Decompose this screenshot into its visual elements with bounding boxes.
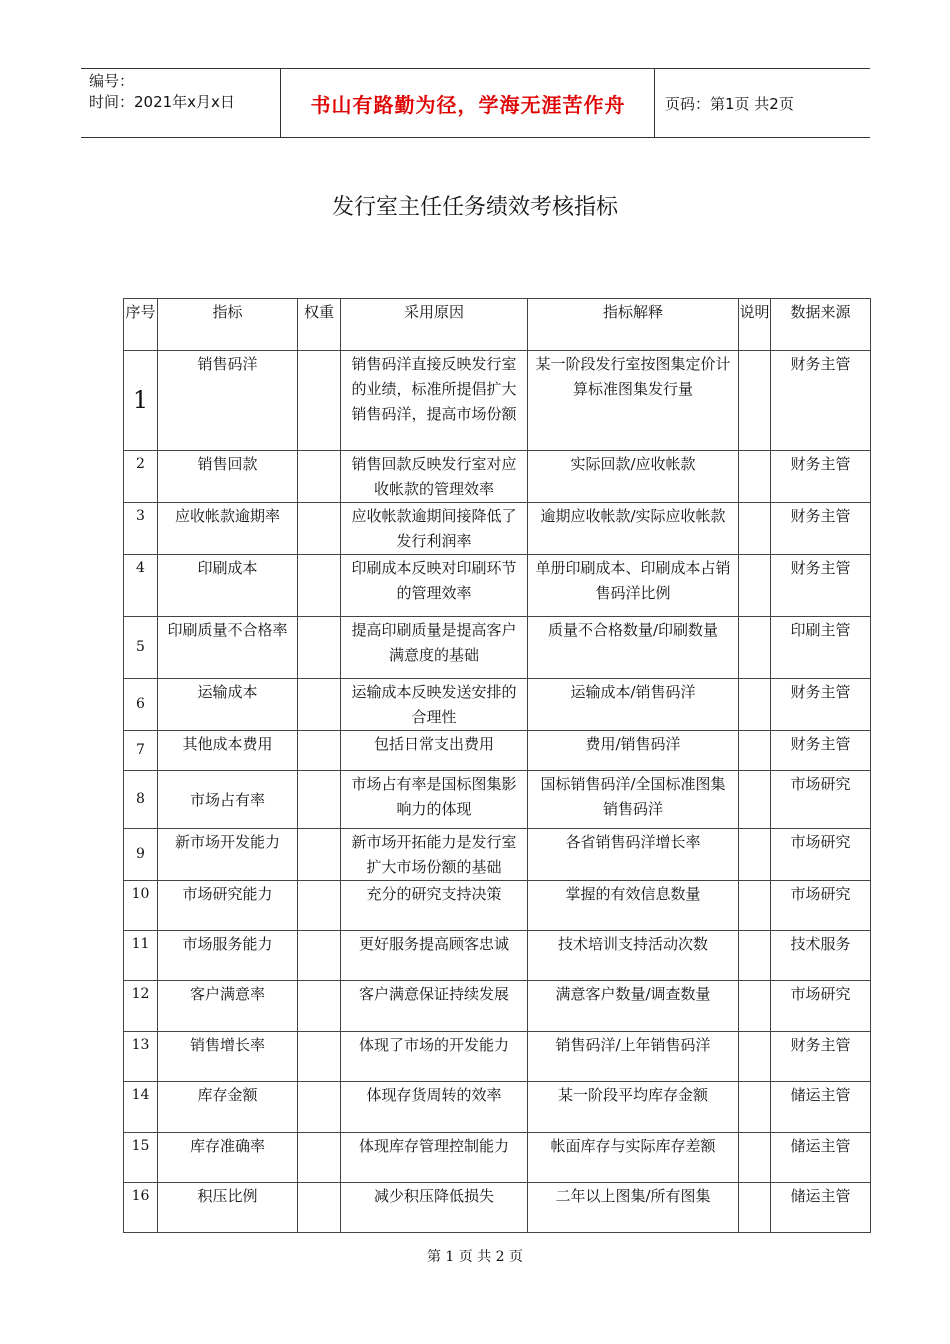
cell-source: 财务主管 bbox=[771, 1032, 871, 1082]
page-footer: 第 1 页 共 2 页 bbox=[426, 1249, 524, 1265]
column-header: 数据来源 bbox=[771, 299, 871, 351]
cell-explain: 逾期应收帐款/实际应收帐款 bbox=[528, 503, 739, 555]
cell-reason: 印刷成本反映对印刷环节的管理效率 bbox=[341, 555, 528, 617]
cell-note bbox=[739, 1032, 771, 1082]
cell-weight bbox=[298, 931, 341, 981]
table-row bbox=[124, 351, 871, 451]
cell-source: 储运主管 bbox=[771, 1133, 871, 1183]
cell-explain: 质量不合格数量/印刷数量 bbox=[528, 617, 739, 679]
cell-weight bbox=[298, 1032, 341, 1082]
cell-no: 8 bbox=[124, 771, 158, 829]
cell-source: 市场研究 bbox=[771, 881, 871, 931]
table-header-row bbox=[124, 299, 871, 351]
cell-weight bbox=[298, 731, 341, 771]
cell-source: 财务主管 bbox=[771, 451, 871, 503]
header-meta bbox=[81, 69, 281, 137]
table-row bbox=[124, 1082, 871, 1133]
cell-explain: 各省销售码洋增长率 bbox=[528, 829, 739, 881]
cell-explain: 某一阶段平均库存金额 bbox=[528, 1082, 739, 1133]
cell-no: 5 bbox=[124, 617, 158, 679]
cell-note bbox=[739, 679, 771, 731]
cell-reason: 应收帐款逾期间接降低了发行利润率 bbox=[341, 503, 528, 555]
cell-weight bbox=[298, 1082, 341, 1133]
cell-note bbox=[739, 981, 771, 1032]
cell-explain: 费用/销售码洋 bbox=[528, 731, 739, 771]
table-row bbox=[124, 617, 871, 679]
cell-explain: 运输成本/销售码洋 bbox=[528, 679, 739, 731]
cell-no: 9 bbox=[124, 829, 158, 881]
document-title: 发行室主任任务绩效考核指标 bbox=[331, 195, 618, 220]
column-header: 权重 bbox=[298, 299, 341, 351]
cell-weight bbox=[298, 451, 341, 503]
number-label: 编号： bbox=[89, 72, 135, 90]
cell-explain: 满意客户数量/调查数量 bbox=[528, 981, 739, 1032]
cell-note bbox=[739, 1133, 771, 1183]
cell-no: 4 bbox=[124, 555, 158, 617]
cell-reason: 提高印刷质量是提高客户满意度的基础 bbox=[341, 617, 528, 679]
table-row bbox=[124, 451, 871, 503]
cell-source: 财务主管 bbox=[771, 731, 871, 771]
cell-explain: 帐面库存与实际库存差额 bbox=[528, 1133, 739, 1183]
cell-note bbox=[739, 555, 771, 617]
cell-explain: 销售码洋/上年销售码洋 bbox=[528, 1032, 739, 1082]
cell-indicator: 市场服务能力 bbox=[158, 931, 298, 981]
table-row bbox=[124, 881, 871, 931]
cell-no: 10 bbox=[124, 881, 158, 931]
column-header: 采用原因 bbox=[341, 299, 528, 351]
column-header: 序号 bbox=[124, 299, 158, 351]
cell-reason: 体现存货周转的效率 bbox=[341, 1082, 528, 1133]
cell-indicator: 其他成本费用 bbox=[158, 731, 298, 771]
cell-source: 储运主管 bbox=[771, 1183, 871, 1233]
column-header: 指标 bbox=[158, 299, 298, 351]
cell-reason: 销售码洋直接反映发行室的业绩，标准所提倡扩大销售码洋，提高市场份额 bbox=[341, 351, 528, 451]
cell-source: 市场研究 bbox=[771, 829, 871, 881]
table-row bbox=[124, 1133, 871, 1183]
cell-indicator: 销售回款 bbox=[158, 451, 298, 503]
table-row bbox=[124, 771, 871, 829]
cell-source: 市场研究 bbox=[771, 771, 871, 829]
table-row bbox=[124, 503, 871, 555]
cell-no: 2 bbox=[124, 451, 158, 503]
cell-note bbox=[739, 931, 771, 981]
cell-reason: 体现了市场的开发能力 bbox=[341, 1032, 528, 1082]
cell-indicator: 印刷成本 bbox=[158, 555, 298, 617]
cell-note bbox=[739, 1183, 771, 1233]
header-motto: 书山有路勤为径，学海无涯苦作舟 bbox=[282, 69, 655, 137]
cell-no: 12 bbox=[124, 981, 158, 1032]
cell-reason: 体现库存管理控制能力 bbox=[341, 1133, 528, 1183]
cell-note bbox=[739, 731, 771, 771]
cell-indicator: 积压比例 bbox=[158, 1183, 298, 1233]
cell-source: 财务主管 bbox=[771, 555, 871, 617]
cell-source: 技术服务 bbox=[771, 931, 871, 981]
cell-weight bbox=[298, 679, 341, 731]
cell-no: 1 bbox=[124, 351, 158, 451]
cell-no: 16 bbox=[124, 1183, 158, 1233]
column-header: 指标解释 bbox=[528, 299, 739, 351]
cell-indicator: 销售增长率 bbox=[158, 1032, 298, 1082]
cell-indicator: 库存金额 bbox=[158, 1082, 298, 1133]
page-header bbox=[81, 68, 870, 138]
cell-note bbox=[739, 881, 771, 931]
cell-weight bbox=[298, 503, 341, 555]
time-label: 时间：2021年x月x日 bbox=[89, 93, 235, 111]
table-row bbox=[124, 555, 871, 617]
cell-weight bbox=[298, 829, 341, 881]
table-row bbox=[124, 731, 871, 771]
cell-reason: 销售回款反映发行室对应收帐款的管理效率 bbox=[341, 451, 528, 503]
cell-note bbox=[739, 829, 771, 881]
cell-source: 财务主管 bbox=[771, 351, 871, 451]
cell-no: 7 bbox=[124, 731, 158, 771]
cell-weight bbox=[298, 1133, 341, 1183]
cell-explain: 实际回款/应收帐款 bbox=[528, 451, 739, 503]
cell-note bbox=[739, 351, 771, 451]
cell-no: 3 bbox=[124, 503, 158, 555]
cell-explain: 二年以上图集/所有图集 bbox=[528, 1183, 739, 1233]
cell-source: 市场研究 bbox=[771, 981, 871, 1032]
cell-note bbox=[739, 771, 771, 829]
cell-indicator: 新市场开发能力 bbox=[158, 829, 298, 881]
cell-indicator: 库存准确率 bbox=[158, 1133, 298, 1183]
cell-explain: 单册印刷成本、印刷成本占销售码洋比例 bbox=[528, 555, 739, 617]
cell-reason: 运输成本反映发送安排的合理性 bbox=[341, 679, 528, 731]
cell-weight bbox=[298, 771, 341, 829]
cell-indicator: 应收帐款逾期率 bbox=[158, 503, 298, 555]
cell-indicator: 客户满意率 bbox=[158, 981, 298, 1032]
cell-reason: 新市场开拓能力是发行室扩大市场份额的基础 bbox=[341, 829, 528, 881]
cell-reason: 客户满意保证持续发展 bbox=[341, 981, 528, 1032]
cell-indicator: 印刷质量不合格率 bbox=[158, 617, 298, 679]
table-row bbox=[124, 1032, 871, 1082]
cell-weight bbox=[298, 351, 341, 451]
cell-reason: 更好服务提高顾客忠诚 bbox=[341, 931, 528, 981]
cell-note bbox=[739, 503, 771, 555]
cell-no: 15 bbox=[124, 1133, 158, 1183]
cell-source: 印刷主管 bbox=[771, 617, 871, 679]
table-row bbox=[124, 1183, 871, 1233]
cell-weight bbox=[298, 981, 341, 1032]
cell-indicator: 运输成本 bbox=[158, 679, 298, 731]
cell-no: 11 bbox=[124, 931, 158, 981]
kpi-table bbox=[123, 298, 871, 1233]
cell-weight bbox=[298, 1183, 341, 1233]
column-header: 说明 bbox=[739, 299, 771, 351]
cell-no: 13 bbox=[124, 1032, 158, 1082]
table-row bbox=[124, 981, 871, 1032]
cell-source: 财务主管 bbox=[771, 503, 871, 555]
cell-indicator: 市场占有率 bbox=[158, 771, 298, 829]
cell-reason: 包括日常支出费用 bbox=[341, 731, 528, 771]
header-page-info: 页码：第1页 共2页 bbox=[665, 94, 794, 113]
cell-weight bbox=[298, 555, 341, 617]
cell-explain: 某一阶段发行室按图集定价计算标准图集发行量 bbox=[528, 351, 739, 451]
cell-explain: 掌握的有效信息数量 bbox=[528, 881, 739, 931]
table-row bbox=[124, 931, 871, 981]
cell-note bbox=[739, 451, 771, 503]
cell-source: 储运主管 bbox=[771, 1082, 871, 1133]
cell-reason: 减少积压降低损失 bbox=[341, 1183, 528, 1233]
cell-indicator: 市场研究能力 bbox=[158, 881, 298, 931]
table-row bbox=[124, 829, 871, 881]
table-row bbox=[124, 679, 871, 731]
cell-no: 6 bbox=[124, 679, 158, 731]
cell-no: 14 bbox=[124, 1082, 158, 1133]
cell-source: 财务主管 bbox=[771, 679, 871, 731]
cell-explain: 技术培训支持活动次数 bbox=[528, 931, 739, 981]
cell-note bbox=[739, 617, 771, 679]
cell-indicator: 销售码洋 bbox=[158, 351, 298, 451]
cell-note bbox=[739, 1082, 771, 1133]
cell-reason: 市场占有率是国标图集影响力的体现 bbox=[341, 771, 528, 829]
cell-weight bbox=[298, 881, 341, 931]
cell-reason: 充分的研究支持决策 bbox=[341, 881, 528, 931]
cell-explain: 国标销售码洋/全国标准图集销售码洋 bbox=[528, 771, 739, 829]
cell-weight bbox=[298, 617, 341, 679]
